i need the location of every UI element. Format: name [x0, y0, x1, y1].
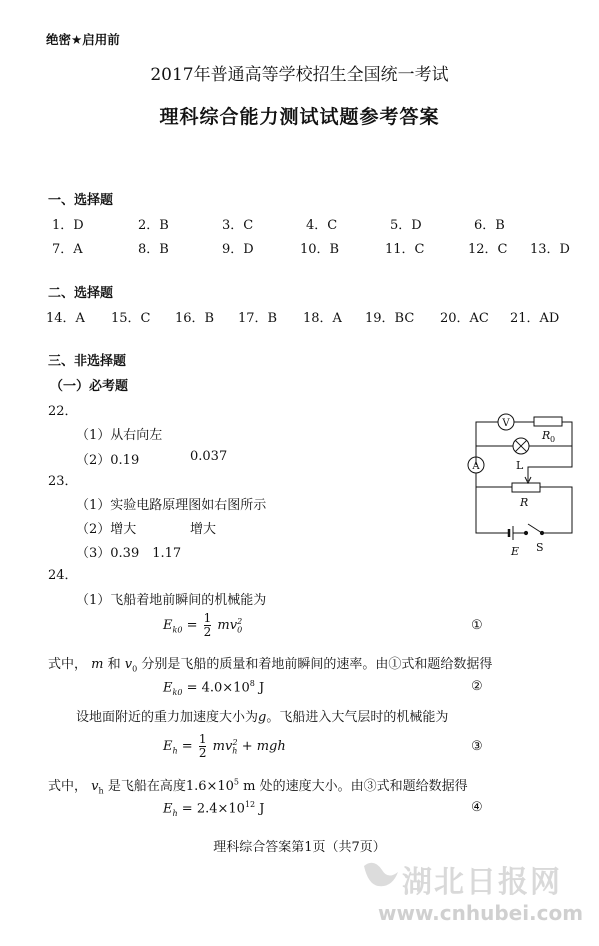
var-m: m: [91, 657, 104, 672]
eq-rhs: = 4.0×10: [186, 680, 250, 696]
voltmeter-label: V: [502, 418, 510, 429]
eq-rhs-sub: 0: [237, 625, 243, 635]
text: 设地面附近的重力加速度大小为: [76, 710, 259, 725]
answer-item: 3．C: [222, 218, 254, 233]
fraction-den: 2: [198, 746, 207, 760]
answer-item: 9．D: [222, 242, 254, 257]
equation-2: [163, 679, 264, 697]
answer-item: 5．D: [390, 218, 422, 233]
answer-value: 增大: [190, 522, 217, 537]
answer-text: （2）增大: [76, 522, 137, 537]
document-title: 理科综合能力测试试题参考答案: [159, 106, 440, 128]
eq-rhs-sup: 8: [249, 679, 255, 688]
confidential-label: 绝密★启用前: [46, 32, 120, 47]
text: 和: [107, 657, 121, 672]
eq-rhs: = 2.4×10: [181, 801, 245, 817]
equation-3: $E_h$ = $\frac{1}{2}$ $mv_h^2$ + mgh: [163, 732, 286, 760]
eq-rhs-sup: 12: [244, 800, 256, 809]
paragraph: [76, 706, 448, 725]
lamp-label: L: [516, 459, 524, 472]
answer-item: 11．C: [385, 242, 425, 257]
var-v: v: [91, 779, 99, 794]
text-sup: 5: [233, 777, 240, 787]
answer-item: 19．BC: [365, 311, 415, 326]
switch-label: S: [536, 541, 544, 554]
eq-lhs: E: [163, 739, 173, 754]
equation-mark: ④: [471, 800, 483, 815]
answer-item: 16．B: [175, 311, 215, 326]
question-number: 22．: [48, 404, 78, 419]
answer-item: 10．B: [300, 242, 340, 257]
fraction-num: 1: [198, 732, 207, 746]
paragraph: [48, 775, 468, 796]
eq-lhs-sub: h: [172, 808, 178, 818]
paragraph: （1）飞船着地前瞬间的机械能为: [76, 593, 267, 608]
section1-title: 一、选择题: [48, 193, 114, 208]
eq-rhs: mv: [217, 618, 238, 633]
question-number: 24．: [48, 568, 78, 583]
fraction-den: 2: [203, 625, 212, 639]
rheostat-label: R: [520, 496, 529, 509]
section2-title: 二、选择题: [48, 286, 114, 301]
equation-mark: ①: [471, 618, 483, 633]
watermark-logo-icon: [360, 858, 400, 894]
fraction: [204, 612, 212, 639]
eq-lhs: E: [163, 801, 173, 817]
text: 式中，: [48, 657, 88, 672]
text: 分别是飞船的质量和着地前瞬间的速率。由①式和题给数据得: [141, 657, 493, 672]
equation-mark: ②: [471, 679, 483, 694]
paragraph: [48, 653, 492, 674]
watermark-text: 湖北日报网: [402, 865, 562, 900]
answer-value: 0.037: [190, 449, 228, 464]
fraction-num: 1: [203, 611, 212, 625]
equation-4: [163, 800, 264, 818]
ammeter-label: A: [472, 461, 480, 472]
answer-item: 4．C: [306, 218, 338, 233]
answer-item: 13．D: [530, 242, 570, 257]
eq-lhs-sub: k0: [172, 687, 183, 697]
var-g: g: [258, 710, 267, 725]
answer-item: 17．B: [238, 311, 278, 326]
rheostat: [512, 483, 540, 492]
answer-item: 18．A: [303, 311, 342, 326]
var-v: v: [124, 657, 133, 672]
r0-label: R: [542, 429, 551, 442]
answer-text: （1）从右向左: [76, 428, 163, 443]
eq-rhs-sup: 2: [237, 616, 243, 626]
circuit-diagram: [456, 405, 586, 570]
text: m 处的速度大小。由③式和题给数据得: [243, 779, 468, 794]
answer-item: 8．B: [138, 242, 169, 257]
eq-unit: J: [258, 680, 265, 696]
eq-lhs-sub: h: [172, 746, 178, 756]
r0-sub: 0: [550, 435, 556, 444]
answer-item: 2．B: [138, 218, 169, 233]
fraction: [199, 733, 207, 760]
section3-title: 三、非选择题: [48, 354, 127, 369]
resistor-r0: [534, 417, 562, 426]
answer-item: 20．AC: [440, 311, 489, 326]
eq-rhs-sup: 2: [232, 737, 238, 747]
watermark-url: www.cnhubei.com: [378, 901, 584, 925]
eq-lhs-sub: k0: [172, 625, 183, 635]
eq-lhs: E: [163, 680, 173, 696]
answer-item: 12．C: [468, 242, 508, 257]
source-label: E: [511, 545, 520, 558]
answer-item: 14．A: [46, 311, 85, 326]
answer-text: （1）实验电路原理图如右图所示: [76, 498, 267, 513]
answer-item: 21．AD: [510, 311, 560, 326]
text: 。飞船进入大气层时的机械能为: [266, 710, 449, 725]
equation-1: $E_{k0}$ = $\frac{1}{2}$ $mv_0^2$: [163, 611, 243, 639]
text: 是飞船在高度1.6×10: [107, 779, 234, 794]
answer-item: 6．B: [474, 218, 505, 233]
answer-text: （3）0.39 1.17: [76, 546, 182, 561]
eq-tail: + mgh: [241, 739, 286, 754]
answer-item: 15．C: [111, 311, 151, 326]
question-number: 23．: [48, 474, 78, 489]
answer-item: 7．A: [52, 242, 83, 257]
equation-mark: ③: [471, 739, 483, 754]
answer-text: （2）0.19: [76, 453, 140, 468]
var-sub: h: [98, 786, 104, 796]
answer-item: 1．D: [52, 218, 84, 233]
section3-subtitle: （一）必考题: [50, 379, 129, 394]
var-sub: 0: [132, 664, 138, 674]
page-footer: 理科综合答案第1页（共7页）: [213, 840, 386, 855]
eq-rhs-sub: h: [232, 746, 238, 756]
eq-unit: J: [259, 801, 265, 817]
eq-lhs: E: [163, 618, 173, 633]
exam-title: 2017年普通高等学校招生全国统一考试: [150, 65, 449, 85]
eq-rhs: mv: [212, 739, 233, 754]
text: 式中，: [48, 779, 88, 794]
